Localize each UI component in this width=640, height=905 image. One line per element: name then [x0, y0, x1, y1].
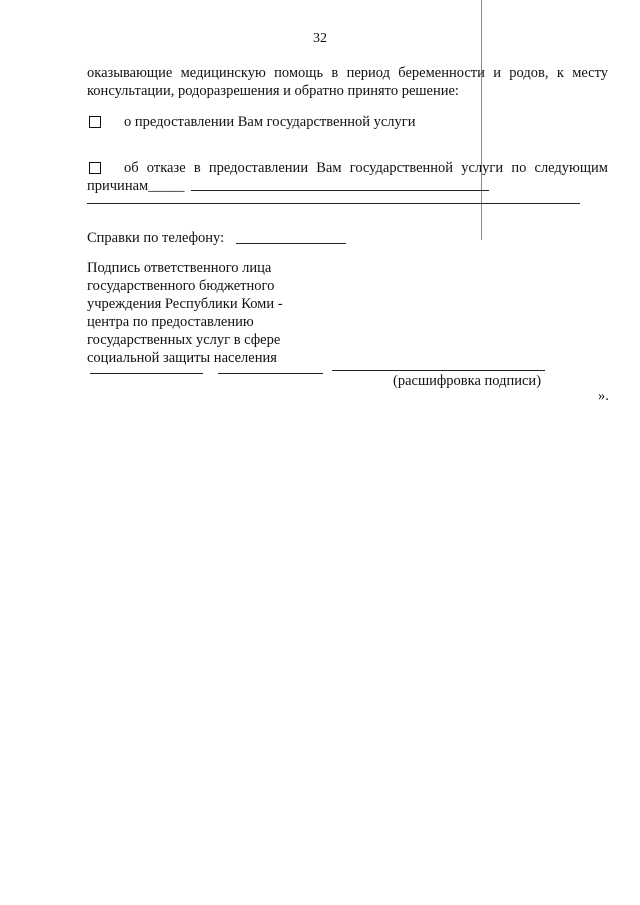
decoding-caption: (расшифровка подписи) — [393, 373, 542, 389]
intro-line-1: оказывающие медицинскую помощь в период беременности и родов, к месту — [87, 65, 608, 81]
signature-line-6: социальной защиты населения — [87, 350, 277, 366]
position-blank-line[interactable] — [90, 373, 203, 374]
signature-line-4: центра по предоставлению — [87, 314, 254, 330]
reason-blank-line-2[interactable] — [87, 203, 580, 204]
signature-blank-line[interactable] — [218, 373, 323, 374]
intro-line-2: консультации, родоразрешения и обратно принято решение: — [87, 83, 459, 99]
page-number: 32 — [313, 31, 327, 46]
phone-blank-line[interactable] — [236, 243, 346, 244]
closing-quote: ». — [598, 388, 609, 404]
refuse-option-line-1: об отказе в предоставлении Вам государственной услуги по следующим — [124, 160, 608, 176]
decoding-blank-line[interactable] — [332, 370, 545, 371]
signature-block-text — [87, 259, 283, 367]
grant-option-label: о предоставлении Вам государственной услуги — [124, 114, 416, 130]
reason-blank-line-1[interactable] — [191, 190, 489, 191]
signature-line-1: Подпись ответственного лица — [87, 260, 272, 276]
refuse-checkbox[interactable] — [89, 162, 101, 174]
signature-line-5: государственных услуг в сфере — [87, 332, 281, 348]
phone-label: Справки по телефону: — [87, 230, 225, 246]
signature-line-3: учреждения Республики Коми - — [87, 296, 283, 312]
refuse-option-line-2: причинам_____ — [87, 178, 185, 194]
signature-line-2: государственного бюджетного — [87, 278, 275, 294]
grant-checkbox[interactable] — [89, 116, 101, 128]
